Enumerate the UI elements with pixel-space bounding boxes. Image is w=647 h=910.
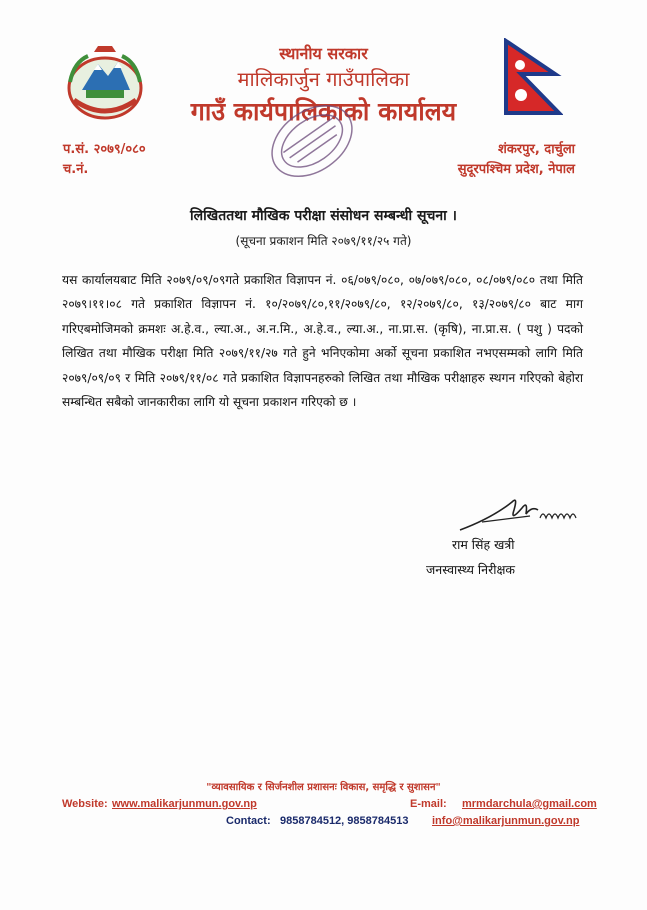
header-office-name: गाउँ कार्यपालिकाको कार्यालय [190, 97, 457, 126]
website-label: Website: [62, 798, 108, 810]
email-link[interactable]: mrmdarchula@gmail.com [462, 798, 597, 810]
address-block [458, 140, 575, 180]
notice-subtitle: (सूचना प्रकाशन मिति २०७९/११/२५ गते) [235, 234, 412, 248]
address-line-2: सुदूरपश्चिम प्रदेश, नेपाल [457, 162, 575, 177]
address-line-1: शंकरपुर, दार्चुला [497, 142, 575, 157]
notice-subject: लिखिततथा मौखिक परीक्षा संसोधन सम्बन्धी सूचना । [190, 208, 457, 224]
signatory-name: राम सिंह खत्री [452, 537, 515, 552]
signature-icon [452, 488, 592, 538]
header-municipality-name: मालिकार्जुन गाउँपालिका [237, 67, 410, 91]
contact-label: Contact: [226, 815, 271, 827]
signatory-title: जनस्वास्थ्य निरीक्षक [426, 562, 516, 577]
office-stamp-icon [262, 96, 362, 186]
reference-block [63, 140, 146, 180]
info-email-link[interactable]: info@malikarjunmun.gov.np [432, 815, 580, 827]
website-link[interactable]: www.malikarjunmun.gov.np [112, 798, 257, 810]
reference-number: प.सं. २०७९/०८० [63, 142, 146, 157]
footer-motto: "व्यावसायिक र सिर्जनशील प्रशासनः विकास, समृद्धि र सुशासन" [206, 782, 441, 793]
notice-body: यस कार्यालयबाट मिति २०७९/०९/०९गते प्रकाशित विज्ञापन नं. ०६/०७९/०८०, ०७/०७९/०८०, ०८/०७९/०८० तथा मिति २०७९।११।०८ गते प्रकाशित विज्ञापन नं. १०/२०७९/८०,११/२०७९/८०, १२/२०७९/८०, १३/२०७९/८० बाट माग गरिएबमोजिमको क्रमशः अ.हे.व., ल्या.अ., अ.न.मि., अ.हे.व., ल्या.अ., ना.प्रा.स. (कृषि), ना.प्रा.स. ( पशु ) पदको लिखित तथा मौखिक परीक्षा मिति २०७९/११/२७ गते हुने भनिएकोमा अर्को सूचना प्रकाशित नभएसम्मको लागि मिति २०७९/०९/०९ र मिति २०७९/११/०८ गते प्रकाशित विज्ञापनहरुको लिखित तथा मौखिक परीक्षाहरु स्थगन गरिएको बेहोरा सम्बन्धित सबैको जानकारीका लागि यो सूचना प्रकाशन गरिएको छ । [62, 273, 583, 410]
contact-numbers: 9858784512, 9858784513 [280, 815, 409, 827]
email-label: E-mail: [410, 798, 447, 810]
header-local-government: स्थानीय सरकार [279, 44, 368, 63]
dispatch-number: च.नं. [63, 162, 89, 177]
